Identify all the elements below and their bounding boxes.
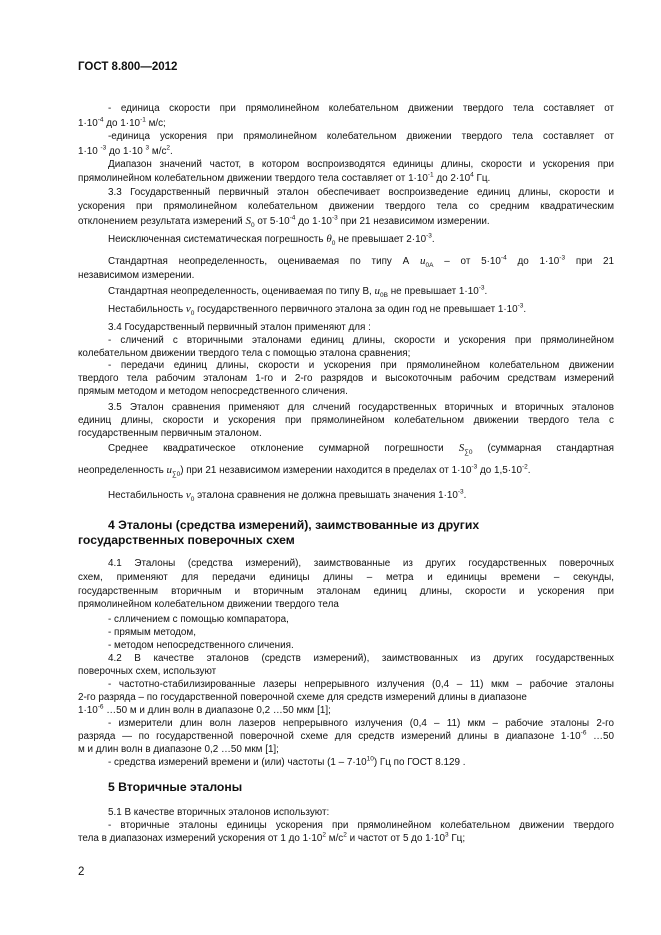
- text-line: Стандартная неопределенность, оцениваемая по типу В, $u_{0B}$ не превышает $1\cdot 10^{-3}$.: [108, 284, 488, 299]
- text-line: 4.2 В качестве эталонов (средств измерений), заимствованных из других государственных: [108, 653, 614, 664]
- text-line: схем, применяют для передачи единицы длины – метра и единицы времени – секунды,: [78, 572, 614, 583]
- page-number: 2: [78, 866, 85, 878]
- text-line: неопределенность $u_{\sum 0}$) при 21 независимом измерении находится в пределах от $1\cdot 10^{-3}$ до $1,5\cdot 10^{-2}$.: [78, 463, 531, 478]
- text-line: единиц длины, скорости и ускорения при прямолинейном колебательном движении твердого тела с: [78, 415, 614, 426]
- text-line: - сличений с вторичными эталонами единиц длины, скорости и ускорения при прямолинейном: [108, 335, 614, 346]
- text-line: $1\cdot 10^{-4}$ до $1\cdot 10^{-1}$ м/с;: [78, 116, 166, 129]
- text-line: 4.1 Эталоны (средства измерений), заимствованные из других государственных поверочных: [108, 558, 614, 569]
- text-line: Диапазон значений частот, в котором воспроизводятся единицы длины, скорости и ускорения при: [108, 159, 614, 170]
- text-line: Нестабильность $\nu_0$ государственного первичного эталона за один год не превышает $1\cdot 10^{-3}$.: [108, 302, 527, 317]
- text-line: Стандартная неопределенность, оцениваемая по типу А $u_{0A}$ – от $5\cdot 10^{-4}$ до $1\cdot 10^{-3}$ при 21: [108, 254, 614, 269]
- text-line: колебательном движении твердого тела с помощью эталона сравнения;: [78, 348, 411, 359]
- text-line: 3.5 Эталон сравнения применяют для слчений государственных вторичных и вторичных эталонов: [108, 402, 614, 413]
- text-line: 5.1 В качестве вторичных эталонов используют:: [108, 807, 330, 818]
- text-line: Среднее квадратическое отклонение суммарной погрешности $S_{\sum 0}$ (суммарная стандартная: [108, 442, 614, 456]
- text-line: 1·10 $^{-3}$ до 1·10 $^3$ $м/с^2$.: [78, 144, 173, 157]
- text-line: - вторичные эталоны единицы ускорения при прямолинейном колебательном движении твердого: [108, 820, 614, 831]
- text-line: прямым методом и методом непосредственного сличения.: [78, 386, 348, 397]
- section-4-heading-cont: государственных поверочных схем: [78, 533, 295, 547]
- section-4-heading: 4 Эталоны (средства измерений), заимствованные из других: [108, 518, 480, 532]
- text-line: поверочных схем, используют: [78, 666, 217, 677]
- text-line: независимом измерении.: [78, 270, 195, 281]
- text-line: - частотно-стабилизированные лазеры непрерывного излучения (0,4 – 11) мкм – рабочие эталоны: [108, 679, 614, 690]
- section-5-heading: 5 Вторичные эталоны: [108, 780, 243, 794]
- text-line: 3.3 Государственный первичный эталон обеспечивает воспроизведение единиц длины, скорости и: [108, 187, 614, 198]
- text-line: прямолинейном колебательном движении твердого тела составляет от $1\cdot 10^{-1}$ до $2\cdot 10^4$ Гц.: [78, 171, 491, 184]
- text-line: Нестабильность $\nu_0$ эталона сравнения не должна превышать значения $1\cdot 10^{-3}$.: [108, 488, 467, 503]
- text-line: прямолинейном колебательном движении твердого тела: [78, 599, 339, 610]
- text-line: - передачи единиц длины, скорости и ускорения при прямолинейном колебательном движении: [108, 360, 614, 371]
- text-line: тела в диапазонах измерений ускорения от 1 до $1\cdot 10^2$ $м/с^2$ и частот от 5 до $1\cdot 10^3$ Гц;: [78, 831, 466, 844]
- document-header: ГОСТ 8.800—2012: [78, 61, 178, 73]
- text-line: 3.4 Государственный первичный эталон применяют для :: [108, 322, 371, 333]
- text-line: - средства измерений времени и (или) частоты $(1 - 7\cdot 10^{10})$ Гц по ГОСТ 8.129 .: [108, 755, 466, 768]
- text-line: государственным первичным эталоном.: [78, 428, 262, 439]
- text-line: Неисключенная систематическая погрешность $\theta_0$ не превышает $2\cdot 10^{-3}$.: [108, 232, 435, 247]
- text-line: м и длин волн в диапазоне 0,2 …50 мкм [1];: [78, 744, 279, 755]
- text-line: - слличением с помощью компаратора,: [108, 614, 289, 625]
- text-line: - измерители длин волн лазеров непрерывного излучения (0,4 – 11) мкм – рабочие эталоны 2-го: [108, 718, 614, 729]
- text-line: 2-го разряда – по государственной поверочной схеме для средств измерений длины в диапазоне: [78, 692, 527, 703]
- text-line: разряда — по государственной поверочной схеме для средств измерений длины в диапазоне $1\cdot 10^{-6}$ …50: [78, 729, 614, 742]
- text-line: отклонением результата измерений $S_0$ от $5\cdot 10^{-4}$ до $1\cdot 10^{-3}$ при 21 независимом измерении.: [78, 214, 490, 229]
- text-line: твердого тела рабочим эталонам 1-го и 2-го разрядов и высокоточным рабочим средствам измерений: [78, 373, 614, 384]
- text-line: ускорения при прямолинейном колебательном движении твердого тела со средним квадратическим: [78, 201, 614, 212]
- text-line: - прямым методом,: [108, 627, 196, 638]
- text-line: государственным вторичным и вторичным эталонам единиц длины, скорости и ускорения при: [78, 586, 614, 597]
- text-line: - единица скорости при прямолинейном колебательном движении твердого тела составляет от: [108, 103, 614, 114]
- text-line: - методом непосредственного сличения.: [108, 640, 294, 651]
- text-line: $1\cdot 10^{-6}$ …50 м и длин волн в диапазоне 0,2 …50 мкм [1];: [78, 703, 331, 716]
- text-line: -единица ускорения при прямолинейном колебательном движении твердого тела составляет от: [108, 131, 614, 142]
